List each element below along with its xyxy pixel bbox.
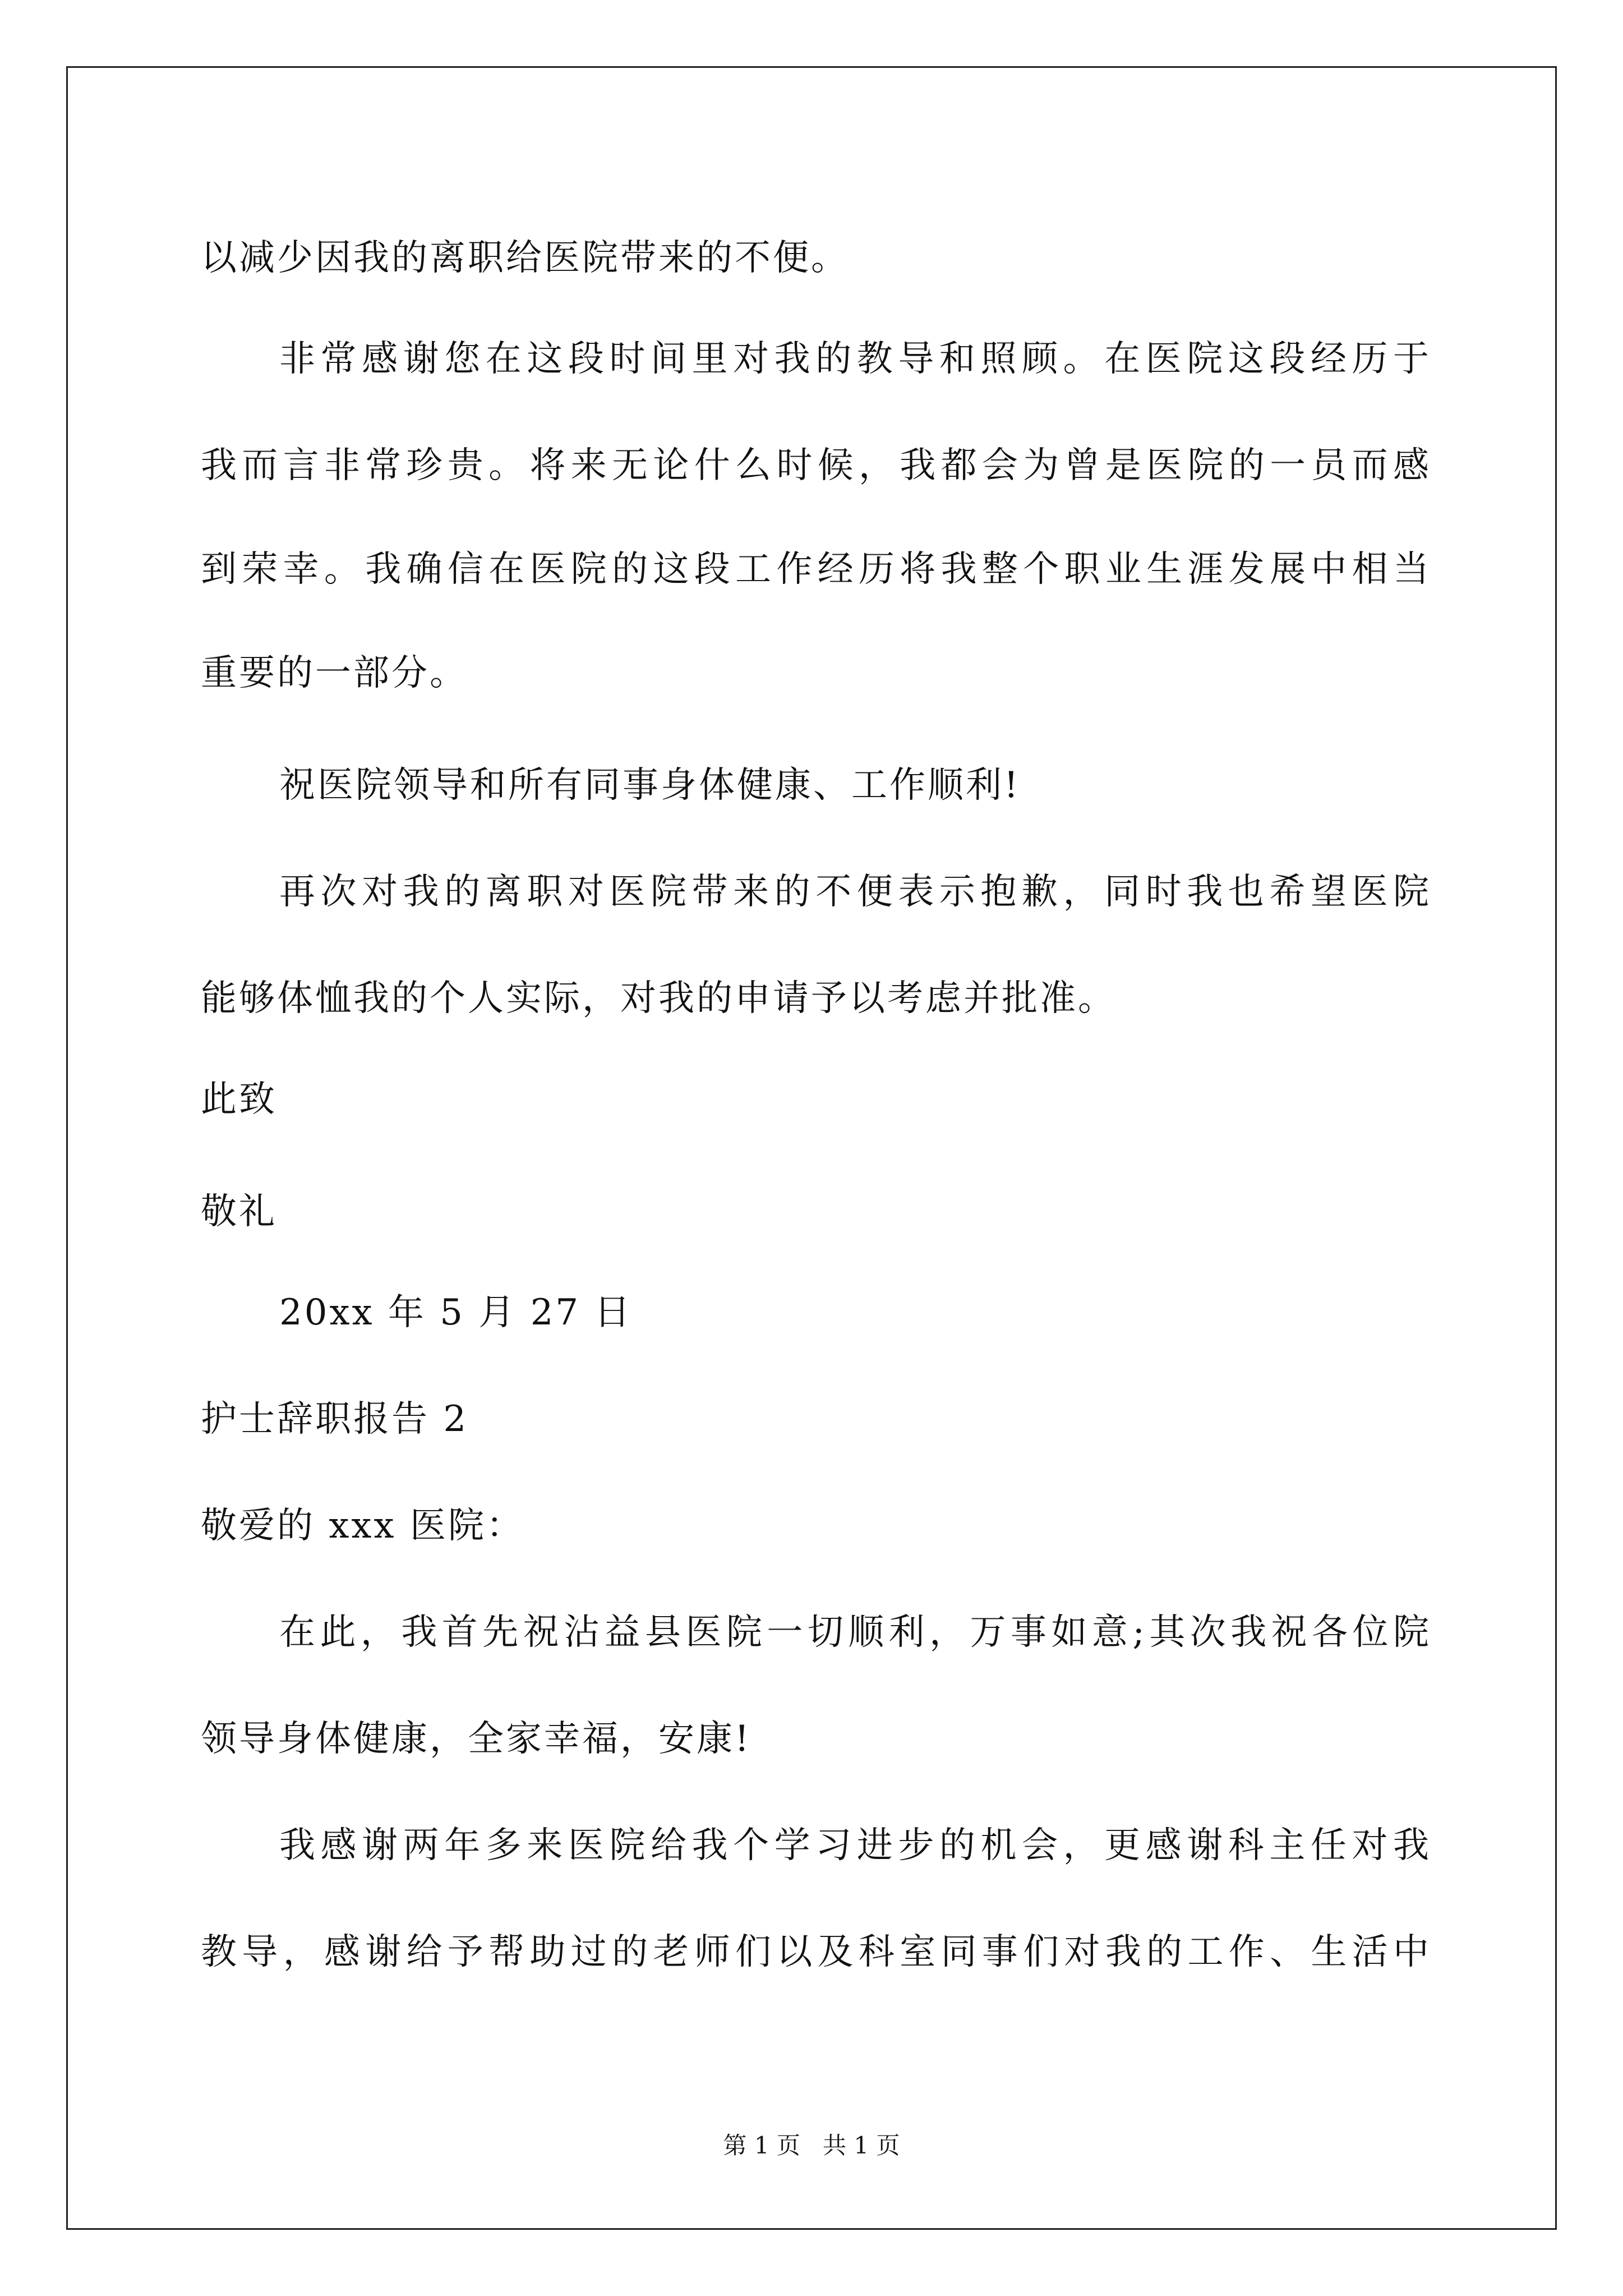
text-line: 在此，我首先祝沾益县医院一切顺利，万事如意;其次我祝各位院 [279,1612,1429,1653]
text-line: 领导身体健康，全家幸福，安康! [201,1718,751,1760]
text-line: 教导，感谢给予帮助过的老师们以及科室同事们对我的工作、生活中 [201,1931,1429,1973]
text-line: 再次对我的离职对医院带来的不便表示抱歉，同时我也希望医院 [279,871,1429,913]
text-line: 祝医院领导和所有同事身体健康、工作顺利! [279,765,1021,806]
page-footer: 第 1 页 共 1 页 [723,2132,900,2159]
greeting-line: 敬爱的 xxx 医院： [201,1505,524,1547]
text-line: 能够体恤我的个人实际，对我的申请予以考虑并批准。 [201,978,1116,1019]
text-line: 非常感谢您在这段时间里对我的教导和照顾。在医院这段经历于 [279,338,1429,380]
text-line: 我感谢两年多来医院给我个学习进步的机会，更感谢科主任对我 [279,1825,1429,1866]
page-border [66,66,1557,2230]
closing-salutation: 此致 [201,1079,277,1120]
date-line: 20xx 年 5 月 27 日 [279,1292,633,1333]
section-title: 护士辞职报告 2 [201,1398,469,1440]
closing-regards: 敬礼 [201,1191,277,1232]
text-line: 重要的一部分。 [201,652,468,694]
text-line: 我而言非常珍贵。将来无论什么时候，我都会为曾是医院的一员而感 [201,445,1429,486]
text-line: 以减少因我的离职给医院带来的不便。 [201,237,849,279]
text-line: 到荣幸。我确信在医院的这段工作经历将我整个职业生涯发展中相当 [201,549,1429,590]
